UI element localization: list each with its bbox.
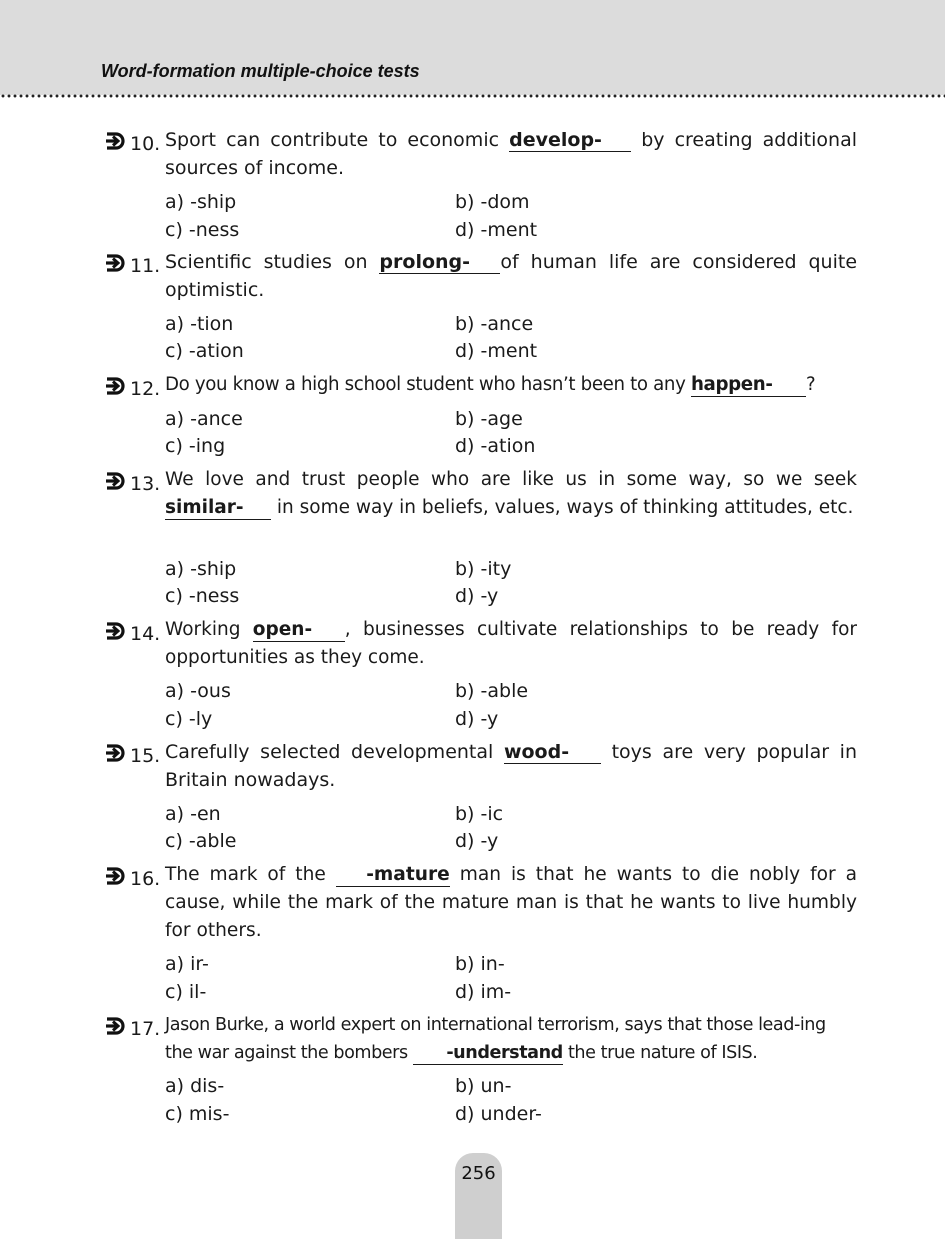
- arrow-bullet-icon: [103, 252, 125, 274]
- option-b[interactable]: b) -ance: [455, 313, 534, 335]
- option-a[interactable]: a) -ship: [165, 558, 237, 580]
- option-a[interactable]: a) -tion: [165, 313, 234, 335]
- option-d[interactable]: d) -y: [455, 830, 499, 852]
- option-a[interactable]: a) -ship: [165, 191, 237, 213]
- option-d[interactable]: d) -ment: [455, 340, 538, 362]
- question-number: 14.: [130, 623, 161, 645]
- question-stem: The mark of the -mature man is that he wants to die nobly for a cause, while the mark of the mature man is that he wants to live humbly for others.: [165, 864, 857, 941]
- question-stem: Do you know a high school student who hasn’t been to any happen- ?: [165, 374, 816, 395]
- question-number: 16.: [130, 868, 161, 890]
- option-a[interactable]: a) -ous: [165, 680, 231, 702]
- option-d[interactable]: d) -ation: [455, 435, 536, 457]
- option-d[interactable]: d) -ment: [455, 219, 538, 241]
- arrow-bullet-icon: [103, 1015, 125, 1037]
- blank-word: similar-: [165, 497, 271, 520]
- option-b[interactable]: b) -age: [455, 408, 523, 430]
- option-a[interactable]: a) -ance: [165, 408, 243, 430]
- option-a[interactable]: a) dis-: [165, 1075, 225, 1097]
- option-b[interactable]: b) -ity: [455, 558, 512, 580]
- arrow-bullet-icon: [103, 865, 125, 887]
- option-c[interactable]: c) -ing: [165, 435, 226, 457]
- option-d[interactable]: d) under-: [455, 1103, 542, 1125]
- option-b[interactable]: b) in-: [455, 953, 505, 975]
- option-c[interactable]: c) -ness: [165, 585, 240, 607]
- blank-word: happen-: [691, 374, 806, 397]
- option-b[interactable]: b) un-: [455, 1075, 512, 1097]
- blank-word: open-: [253, 619, 345, 642]
- question-stem: Jason Burke, a world expert on international terrorism, says that those lead-ing the war against the bombers -understand the true nature of ISIS.: [165, 1015, 826, 1063]
- arrow-bullet-icon: [103, 130, 125, 152]
- question-number: 15.: [130, 745, 161, 767]
- question-stem: Sport can contribute to economic develop- by creating additional sources of income.: [165, 129, 857, 179]
- dotted-divider: [0, 93, 945, 101]
- arrow-bullet-icon: [103, 620, 125, 642]
- question-number: 12.: [130, 378, 161, 400]
- option-d[interactable]: d) im-: [455, 981, 512, 1003]
- question-stem: Carefully selected developmental wood- toys are very popular in Britain nowadays.: [165, 741, 857, 791]
- option-b[interactable]: b) -ic: [455, 803, 504, 825]
- arrow-bullet-icon: [103, 742, 125, 764]
- option-c[interactable]: c) il-: [165, 981, 207, 1003]
- header-title: Word-formation multiple-choice tests: [101, 61, 420, 81]
- blank-word: develop-: [509, 129, 631, 152]
- blank-word: prolong-: [379, 251, 500, 274]
- page-number: 256: [461, 1163, 496, 1184]
- question-number: 11.: [130, 255, 161, 277]
- blank-word: -understand: [413, 1042, 563, 1065]
- arrow-bullet-icon: [103, 375, 125, 397]
- question-number: 10.: [130, 133, 161, 155]
- option-d[interactable]: d) -y: [455, 708, 499, 730]
- option-d[interactable]: d) -y: [455, 585, 499, 607]
- question-number: 13.: [130, 473, 161, 495]
- blank-word: -mature: [336, 864, 450, 887]
- option-c[interactable]: c) -able: [165, 830, 237, 852]
- blank-word: wood-: [504, 741, 601, 764]
- option-c[interactable]: c) -ness: [165, 219, 240, 241]
- option-b[interactable]: b) -able: [455, 680, 529, 702]
- option-b[interactable]: b) -dom: [455, 191, 530, 213]
- question-stem: Scientific studies on prolong- of human life are considered quite optimistic.: [165, 251, 858, 301]
- question-number: 17.: [130, 1018, 161, 1040]
- arrow-bullet-icon: [103, 470, 125, 492]
- option-a[interactable]: a) ir-: [165, 953, 209, 975]
- option-c[interactable]: c) mis-: [165, 1103, 230, 1125]
- question-stem: Working open- , businesses cultivate relationships to be ready for opportunities as they come.: [165, 619, 858, 668]
- option-a[interactable]: a) -en: [165, 803, 221, 825]
- option-c[interactable]: c) -ation: [165, 340, 244, 362]
- option-c[interactable]: c) -ly: [165, 708, 213, 730]
- page-header: [0, 0, 945, 95]
- question-stem: We love and trust people who are like us in some way, so we seek similar- in some way in beliefs, values, ways of thinking attitudes, etc.: [165, 469, 857, 518]
